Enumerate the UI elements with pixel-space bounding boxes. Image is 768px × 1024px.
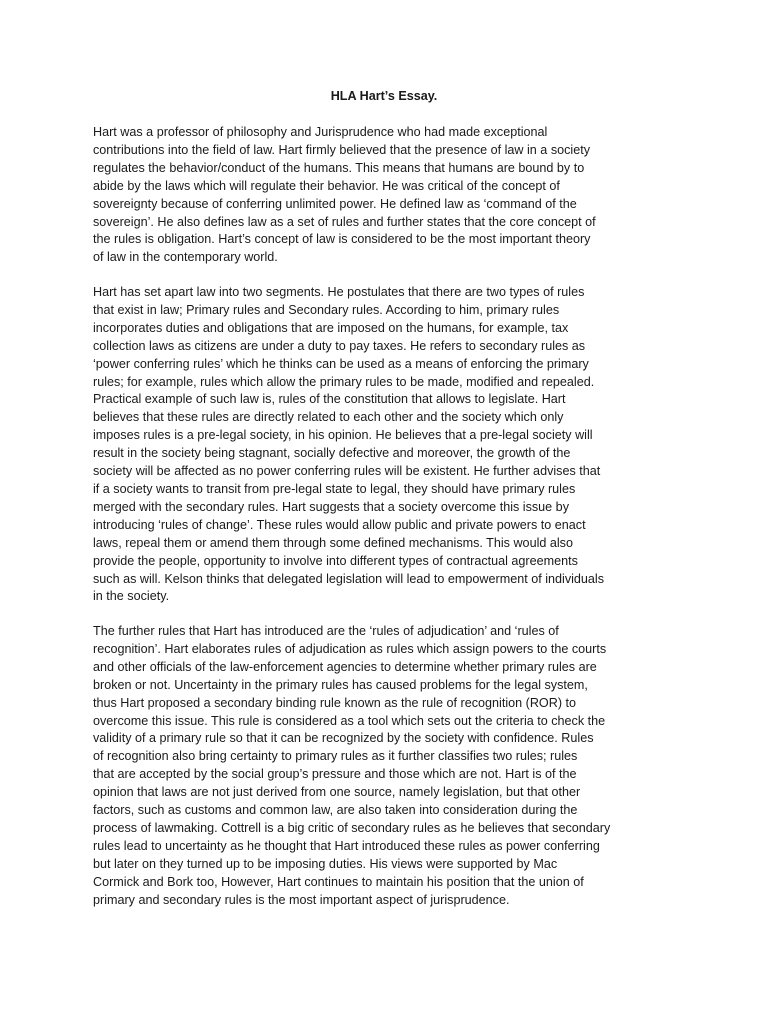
paragraph-line: collection laws as citizens are under a duty to pay taxes. He refers to secondary rules as	[93, 338, 586, 353]
paragraph-line: thus Hart proposed a secondary binding rule known as the rule of recognition (ROR) to	[93, 695, 577, 710]
paragraph-line: Hart has set apart law into two segments. He postulates that there are two types of rules	[93, 285, 585, 299]
paragraph-line: if a society wants to transit from pre-legal state to legal, they should have primary rules	[93, 481, 576, 496]
paragraph-line: ‘power conferring rules’ which he thinks can be used as a means of enforcing the primary	[93, 356, 589, 371]
paragraph-line: imposes rules is a pre-legal society, in his opinion. He believes that a pre-legal society will	[93, 428, 593, 443]
paragraph-1	[93, 124, 678, 267]
paragraph-line: of law in the contemporary world.	[93, 250, 278, 265]
paragraph-line: in the society.	[93, 589, 170, 604]
paragraph-line: society will be affected as no power conferring rules will be existent. He further advises that	[93, 464, 601, 479]
paragraph-line: opinion that laws are not just derived from one source, namely legislation, but that other	[93, 785, 581, 800]
paragraph-line: overcome this issue. This rule is considered as a tool which sets out the criteria to check the	[93, 713, 606, 728]
paragraph-line: incorporates duties and obligations that are imposed on the humans, for example, tax	[93, 320, 569, 335]
document-title: HLA Hart’s Essay.	[330, 89, 438, 103]
paragraph-line: of recognition also bring certainty to primary rules as it further classifies two rules; rules	[93, 749, 578, 764]
paragraph-line: provide the people, opportunity to involve into different types of contractual agreements	[93, 553, 578, 568]
paragraph-line: validity of a primary rule so that it can be recognized by the society with confidence. Rules	[93, 731, 594, 746]
paragraph-line: abide by the laws which will regulate their behavior. He was critical of the concept of	[93, 178, 560, 193]
paragraph-line: rules; for example, rules which allow the primary rules to be made, modified and repealed.	[93, 374, 595, 389]
paragraph-line: and other officials of the law-enforcement agencies to determine whether primary rules are	[93, 659, 597, 674]
paragraph-line: Hart was a professor of philosophy and Jurisprudence who had made exceptional	[93, 125, 548, 139]
paragraph-line: laws, repeal them or amend them through some defined mechanisms. This would also	[93, 535, 573, 550]
paragraph-line: that exist in law; Primary rules and Secondary rules. According to him, primary rules	[93, 302, 560, 317]
paragraph-line: recognition’. Hart elaborates rules of adjudication as rules which assign powers to the courts	[93, 641, 607, 656]
paragraph-line: such as will. Kelson thinks that delegated legislation will lead to empowerment of individuals	[93, 571, 605, 586]
paragraph-3	[93, 623, 678, 910]
paragraph-line: sovereignty because of conferring unlimited power. He defined law as ‘command of the	[93, 196, 577, 211]
paragraph-line: introducing ‘rules of change’. These rules would allow public and private powers to enact	[93, 517, 586, 532]
paragraph-line: the rules is obligation. Hart’s concept of law is considered to be the most important theory	[93, 232, 591, 247]
paragraph-line: but later on they turned up to be imposing duties. His views were supported by Mac	[93, 856, 558, 871]
paragraph-line: Practical example of such law is, rules of the constitution that allows to legislate. Hart	[93, 392, 566, 407]
paragraph-line: rules lead to uncertainty as he thought that Hart introduced these rules as power conferring	[93, 838, 600, 853]
paragraph-line: contributions into the field of law. Hart firmly believed that the presence of law in a society	[93, 142, 591, 157]
paragraph-line: sovereign’. He also defines law as a set of rules and further states that the core concept of	[93, 214, 596, 229]
paragraph-line: Cormick and Bork too, However, Hart continues to maintain his position that the union of	[93, 874, 584, 889]
paragraph-line: believes that these rules are directly related to each other and the society which only	[93, 410, 564, 425]
paragraph-line: primary and secondary rules is the most important aspect of jurisprudence.	[93, 892, 510, 907]
paragraph-line: merged with the secondary rules. Hart suggests that a society overcome this issue by	[93, 499, 569, 514]
paragraph-line: process of lawmaking. Cottrell is a big critic of secondary rules as he believes that secondary	[93, 820, 611, 835]
paragraph-line: that are accepted by the social group’s pressure and those which are not. Hart is of the	[93, 767, 577, 782]
paragraph-line: regulates the behavior/conduct of the humans. This means that humans are bound by to	[93, 160, 585, 175]
paragraph-line: broken or not. Uncertainty in the primary rules has caused problems for the legal system,	[93, 677, 588, 692]
paragraph-line: factors, such as customs and common law, are also taken into consideration during the	[93, 803, 578, 818]
paragraph-line: The further rules that Hart has introduced are the ‘rules of adjudication’ and ‘rules of	[93, 624, 559, 638]
paragraph-2	[93, 284, 678, 606]
paragraph-line: result in the society being stagnant, socially defective and moreover, the growth of the	[93, 446, 571, 461]
